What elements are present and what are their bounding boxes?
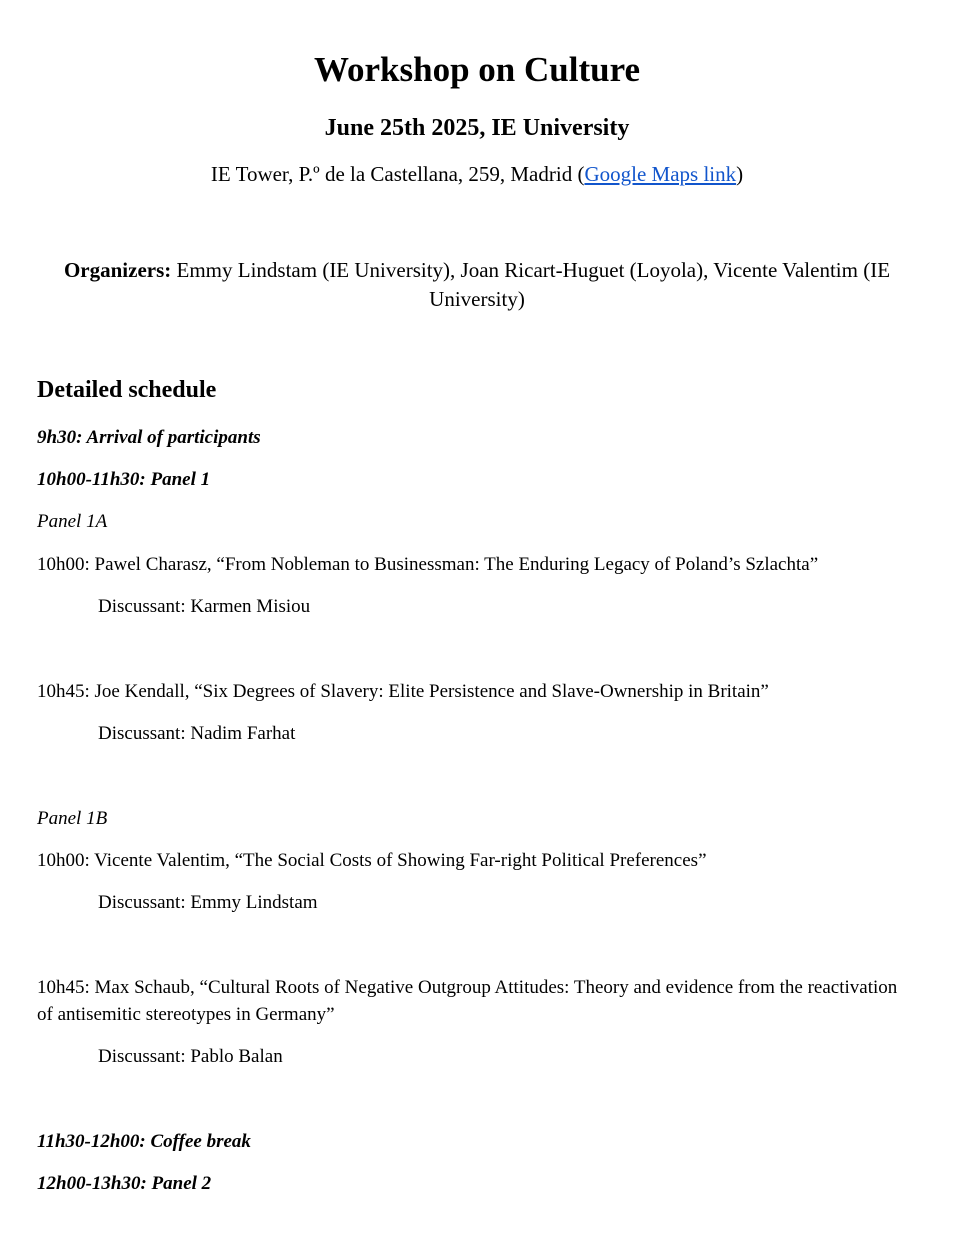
panel-1-title: 10h00-11h30: Panel 1 [37,469,211,490]
talk-1b-1: 10h00: Vicente Valentim, “The Social Costs of Showing Far-right Political Preferences” [37,850,707,871]
discussant-1b-1: Discussant: Emmy Lindstam [98,892,318,913]
talk-1b-2: 10h45: Max Schaub, “Cultural Roots of Negative Outgroup Attitudes: Theory and evidence from the reactivation of antisemitic stereotypes in Germany” [37,977,898,1025]
organizers-label: Organizers: [63,258,172,282]
panel-1a-label: Panel 1A [37,511,108,532]
address-prefix: IE Tower, P.º de la Castellana, 259, Madrid ( [210,162,585,186]
talk-1a-2: 10h45: Joe Kendall, “Six Degrees of Slavery: Elite Persistence and Slave-Ownership in Britain” [37,681,769,702]
address-suffix: ) [736,162,744,186]
organizers [37,256,917,314]
discussant-1a-2: Discussant: Nadim Farhat [98,723,296,744]
panel-2-title: 12h00-13h30: Panel 2 [37,1173,212,1194]
google-maps-link[interactable]: Google Maps link [584,162,737,186]
coffee-break: 11h30-12h00: Coffee break [37,1131,251,1152]
discussant-1b-2: Discussant: Pablo Balan [98,1046,283,1067]
schedule-heading: Detailed schedule [37,377,217,403]
date-venue: June 25th 2025, IE University [324,115,630,141]
organizers-names: Emmy Lindstam (IE University), Joan Ricart-Huguet (Loyola), Vicente Valentim (IE University) [171,258,891,311]
page-title: Workshop on Culture [313,50,641,89]
talk-1a-1: 10h00: Pawel Charasz, “From Nobleman to Businessman: The Enduring Legacy of Poland’s Szlachta” [37,554,819,575]
venue-address [37,160,917,188]
arrival-slot: 9h30: Arrival of participants [37,427,261,448]
discussant-1a-1: Discussant: Karmen Misiou [98,596,311,617]
panel-1b-label: Panel 1B [37,808,108,829]
